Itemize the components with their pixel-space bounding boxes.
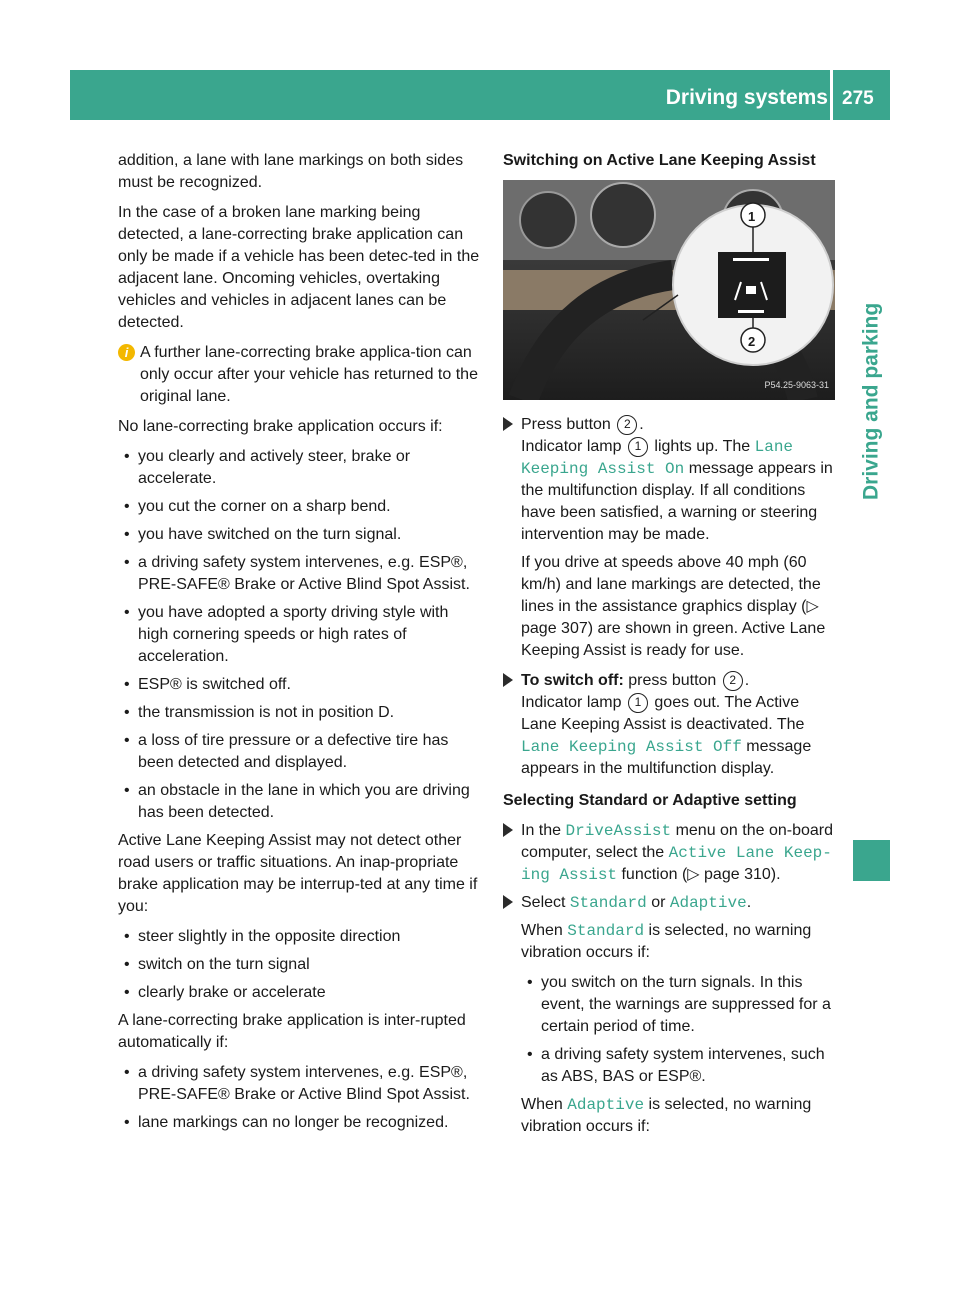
step-arrow-icon [503, 895, 513, 909]
paragraph: addition, a lane with lane markings on both sides must be recognized. [118, 152, 464, 191]
list-item: • you cut the corner on a sharp bend. [118, 496, 483, 518]
bullet-list [118, 446, 483, 824]
header-separator [830, 70, 833, 120]
bullet-list [118, 1062, 483, 1134]
info-icon: i [118, 344, 135, 361]
instruction-step: Press button 2 . Indicator lamp 1 lights up. The Lane Keeping Assist On message appears in the multifunction display. If all conditions have been satisfied, a warning or steering intervention may be made. [503, 414, 835, 546]
option-standard: Standard [569, 894, 647, 912]
list-item: • the transmission is not in position D. [118, 702, 483, 724]
paragraph: When Standard is selected, no warning vibration occurs if: [521, 922, 812, 961]
chapter-marker [853, 840, 890, 881]
callout-1-icon: 1 [628, 437, 648, 457]
callout-1-icon: 1 [628, 693, 648, 713]
menu-name: DriveAssist [565, 822, 672, 840]
bullet-list [118, 926, 483, 1004]
paragraph: When Adaptive is selected, no warning vibration occurs if: [521, 1096, 812, 1135]
chapter-tab-label: Driving and parking [859, 302, 883, 500]
function-name: Active Lane Keep‐ing Assist [521, 844, 832, 884]
list-item: • an obstacle in the lane in which you are driving has been detected. [118, 780, 483, 824]
list-item: • a driving safety system intervenes, e.g. ESP®, PRE-SAFE® Brake or Active Blind Spot Assist. [118, 1062, 483, 1106]
dashboard-figure [503, 180, 835, 400]
list-item: • a driving safety system intervenes, e.g. ESP®, PRE-SAFE® Brake or Active Blind Spot Assist. [118, 552, 483, 596]
figure-callout-2: 2 [748, 334, 756, 349]
list-item: • switch on the turn signal [118, 954, 483, 976]
instruction-step: To switch off: press button 2 . Indicator lamp 1 goes out. The Active Lane Keeping Assist is deactivated. The Lane Keeping Assist Off message appears in the multifunction display. [503, 670, 835, 780]
chapter-tab [853, 125, 890, 510]
option-adaptive: Adaptive [669, 894, 747, 912]
list-item: • you switch on the turn signals. In this event, the warnings are suppressed for a certain period of time. [521, 972, 835, 1038]
list-item: • you have adopted a sporty driving style with high cornering speeds or high rates of acceleration. [118, 602, 483, 668]
paragraph: No lane-correcting brake application occurs if: [118, 418, 443, 435]
note-text: A further lane-correcting brake applica-tion can only occur after your vehicle has returned to the original lane. [140, 344, 478, 405]
paragraph: In the case of a broken lane marking being detected, a lane-correcting brake application can only be made if a vehicle has been detec-ted in the adjacent lane. Oncoming vehicles, overtaking vehicles and vehicles in adjacent lanes can be detected. [118, 204, 480, 331]
step-arrow-icon [503, 823, 513, 837]
list-item: • lane markings can no longer be recognized. [118, 1112, 483, 1134]
list-item: • you clearly and actively steer, brake or accelerate. [118, 446, 483, 490]
list-item: • a loss of tire pressure or a defective tire has been detected and displayed. [118, 730, 483, 774]
figure-code: P54.25-9063-31 [764, 380, 829, 390]
note [118, 342, 483, 408]
dashboard-illustration [503, 180, 835, 400]
left-column [118, 150, 483, 1140]
step-arrow-icon [503, 673, 513, 687]
instruction-step: Select Standard or Adaptive. [503, 892, 835, 914]
list-item: • you have switched on the turn signal. [118, 524, 483, 546]
display-message: Lane Keeping Assist On [521, 438, 794, 478]
step-arrow-icon [503, 417, 513, 431]
page-number: 275 [842, 88, 874, 109]
list-item: • clearly brake or accelerate [118, 982, 483, 1004]
list-item: • ESP® is switched off. [118, 674, 483, 696]
bullet-list [503, 972, 835, 1088]
instruction-step: In the DriveAssist menu on the on-board computer, select the Active Lane Keep‐ing Assist function (▷ page 310). [503, 820, 835, 886]
paragraph: If you drive at speeds above 40 mph (60 km/h) and lane markings are detected, the lines in the assistance graphics display (▷ page 307) are shown in green. Active Lane Keeping Assist is ready for use. [521, 554, 826, 659]
display-message: Lane Keeping Assist Off [521, 738, 742, 756]
section-heading: Switching on Active Lane Keeping Assist [503, 152, 816, 169]
list-item: • a driving safety system intervenes, such as ABS, BAS or ESP®. [521, 1044, 835, 1088]
list-item: • steer slightly in the opposite direction [118, 926, 483, 948]
paragraph: A lane-correcting brake application is inter-rupted automatically if: [118, 1012, 466, 1051]
section-heading: Selecting Standard or Adaptive setting [503, 792, 797, 809]
figure-callout-1: 1 [748, 209, 756, 224]
option-standard: Standard [567, 922, 645, 940]
callout-2-icon: 2 [617, 415, 637, 435]
callout-2-icon: 2 [723, 671, 743, 691]
option-adaptive: Adaptive [567, 1096, 645, 1114]
right-column [503, 150, 835, 1146]
paragraph: Active Lane Keeping Assist may not detect other road users or traffic situations. An inap-propriate brake application may be interrup-ted at any time if you: [118, 832, 478, 915]
page-section-title: Driving systems [665, 86, 828, 109]
